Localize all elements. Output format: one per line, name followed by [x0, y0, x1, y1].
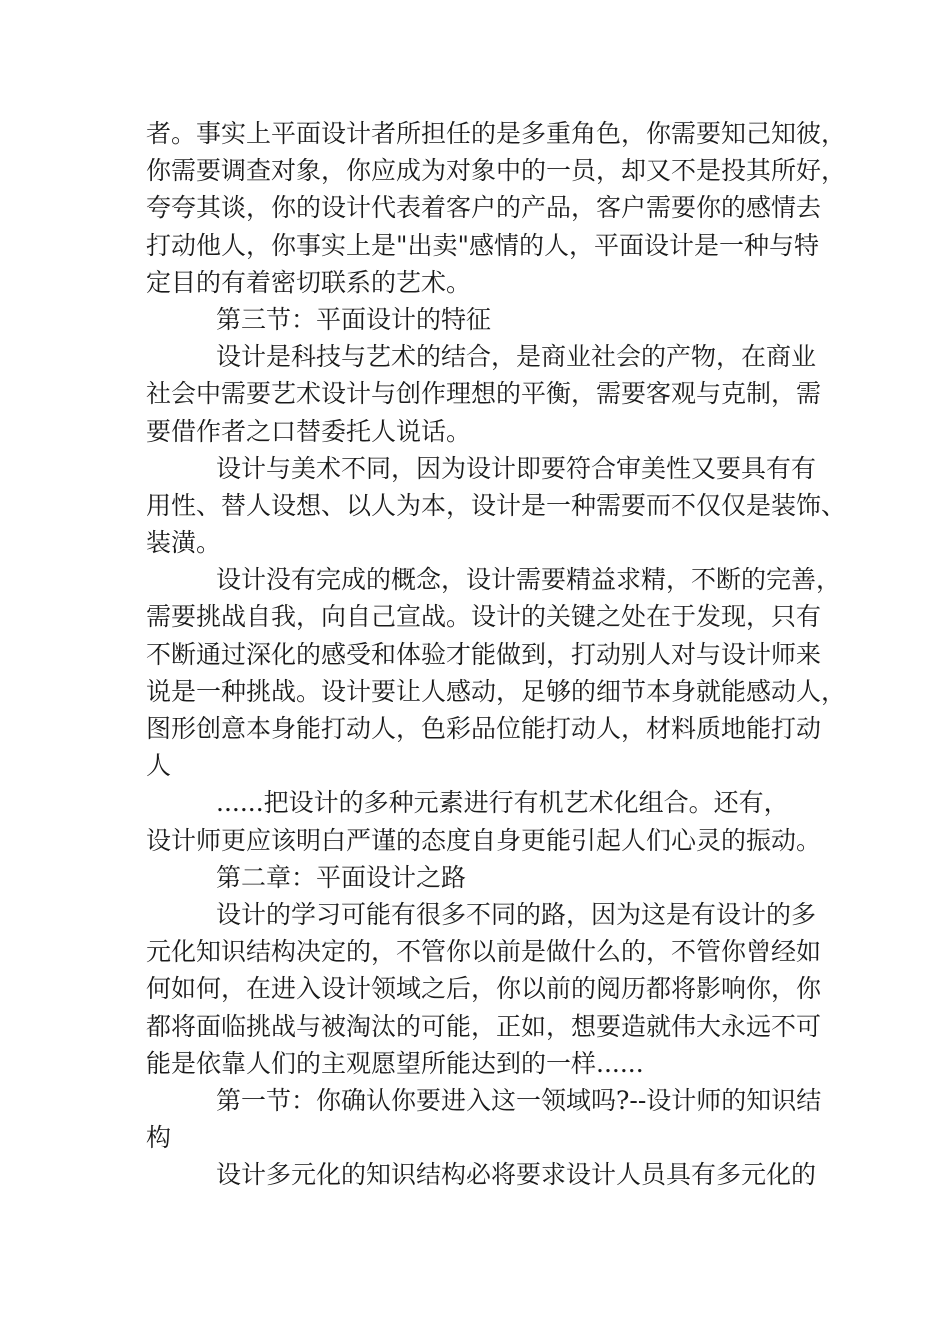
- section-heading: 第一节：你确认你要进入这一领域吗?--设计师的知识结: [216, 1085, 822, 1115]
- text-line: 构: [146, 1123, 172, 1153]
- text-line: 不断通过深化的感受和体验才能做到，打动别人对与设计师来: [146, 639, 822, 669]
- chapter-heading: 第二章：平面设计之路: [216, 862, 467, 892]
- paragraph-start: 设计多元化的知识结构必将要求设计人员具有多元化的: [216, 1160, 817, 1190]
- text-line: 夸夸其谈，你的设计代表着客户的产品，客户需要你的感情去: [146, 193, 822, 223]
- body-text: [146, 115, 847, 1193]
- text-line: 用性、替人设想、以人为本，设计是一种需要而不仅仅是装饰、: [146, 490, 847, 520]
- text-line: 说是一种挑战。设计要让人感动，足够的细节本身就能感动人，: [146, 676, 847, 706]
- text-line: 人: [146, 751, 172, 781]
- text-line: 需要挑战自我，向自己宣战。设计的关键之处在于发现，只有: [146, 602, 822, 632]
- paragraph-start: 设计没有完成的概念，设计需要精益求精，不断的完善，: [216, 565, 842, 595]
- text-line: 你需要调查对象，你应成为对象中的一员，却又不是投其所好，: [146, 156, 847, 186]
- text-line: 何如何，在进入设计领域之后，你以前的阅历都将影响你，你: [146, 974, 822, 1004]
- text-line: 能是依靠人们的主观愿望所能达到的一样......: [146, 1048, 644, 1078]
- text-line: 装潢。: [146, 528, 222, 558]
- paragraph-start: 设计是科技与艺术的结合，是商业社会的产物，在商业: [216, 342, 817, 372]
- text-line: 社会中需要艺术设计与创作理想的平衡，需要客观与克制，需: [146, 379, 822, 409]
- text-line: 设计师更应该明白严谨的态度自身更能引起人们心灵的振动。: [146, 825, 822, 855]
- text-line: 图形创意本身能打动人，色彩品位能打动人，材料质地能打动: [146, 714, 822, 743]
- text-line: 者。事实上平面设计者所担任的是多重角色，你需要知己知彼，: [146, 119, 847, 148]
- paragraph-start: 设计与美术不同，因为设计即要符合审美性又要具有有: [216, 453, 817, 483]
- text-line: 都将面临挑战与被淘汰的可能，正如，想要造就伟大永远不可: [146, 1011, 822, 1041]
- section-heading: 第三节：平面设计的特征: [216, 304, 492, 334]
- text-line: 定目的有着密切联系的艺术。: [146, 267, 472, 297]
- paragraph-start: ......把设计的多种元素进行有机艺术化组合。还有，: [216, 788, 789, 818]
- text-line: 要借作者之口替委托人说话。: [146, 416, 472, 446]
- paragraph-start: 设计的学习可能有很多不同的路，因为这是有设计的多: [216, 899, 817, 929]
- text-line: 元化知识结构决定的，不管你以前是做什么的，不管你曾经如: [146, 937, 822, 967]
- text-line: 打动他人，你事实上是"出卖"感情的人，平面设计是一种与特: [146, 230, 820, 260]
